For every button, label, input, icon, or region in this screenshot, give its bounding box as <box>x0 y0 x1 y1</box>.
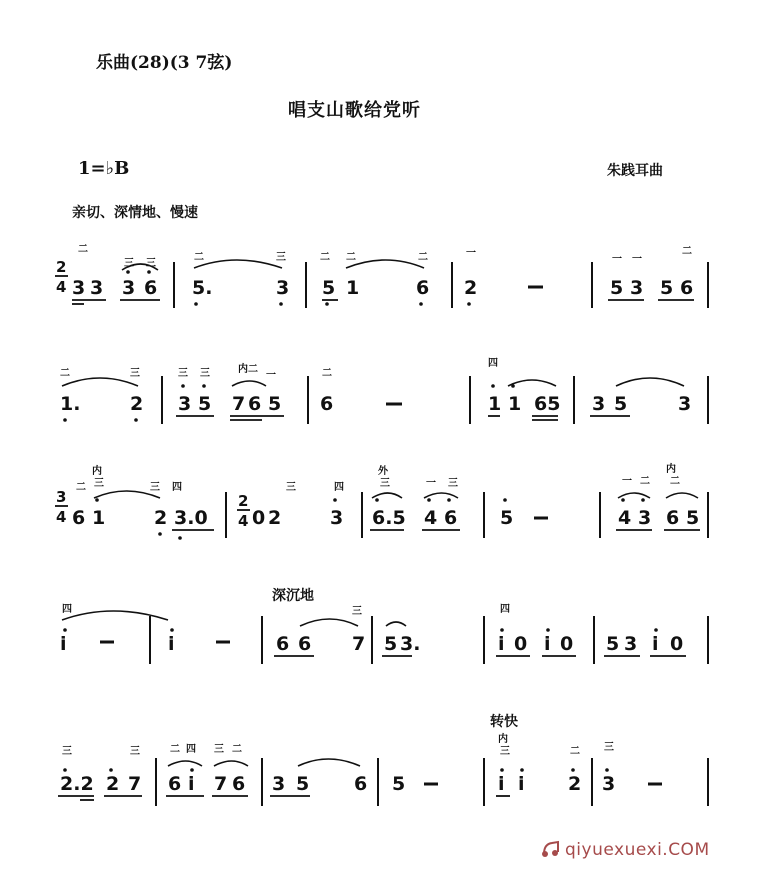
svg-text:四: 四 <box>62 604 72 615</box>
score-line-3 <box>55 462 708 538</box>
score-line-4 <box>60 603 708 664</box>
svg-text:三: 三 <box>124 258 134 269</box>
svg-text:内: 内 <box>666 464 676 475</box>
svg-text:i: i <box>652 633 659 655</box>
svg-text:2: 2 <box>568 773 582 795</box>
svg-text:一: 一 <box>612 254 622 265</box>
svg-text:一: 一 <box>466 248 476 259</box>
svg-text:6: 6 <box>354 773 368 795</box>
svg-text:i: i <box>168 633 175 655</box>
svg-text:3: 3 <box>178 393 192 415</box>
svg-text:3: 3 <box>90 277 104 299</box>
svg-text:1: 1 <box>508 393 522 415</box>
svg-text:2: 2 <box>464 277 478 299</box>
svg-text:2: 2 <box>130 393 144 415</box>
svg-text:三: 三 <box>380 478 390 489</box>
svg-text:1.: 1. <box>60 393 81 415</box>
svg-text:二: 二 <box>640 476 650 487</box>
svg-text:6: 6 <box>72 507 86 529</box>
svg-text:5: 5 <box>268 393 282 415</box>
svg-text:3: 3 <box>276 277 290 299</box>
svg-text:6: 6 <box>276 633 290 655</box>
svg-text:3: 3 <box>630 277 644 299</box>
svg-text:5: 5 <box>392 773 406 795</box>
svg-text:7: 7 <box>352 633 366 655</box>
svg-text:6: 6 <box>680 277 694 299</box>
svg-text:三: 三 <box>178 368 188 379</box>
svg-text:1: 1 <box>92 507 106 529</box>
svg-text:3: 3 <box>56 488 67 506</box>
svg-text:6: 6 <box>666 507 680 529</box>
svg-text:3: 3 <box>638 507 652 529</box>
svg-text:5: 5 <box>614 393 628 415</box>
svg-text:2: 2 <box>238 492 249 510</box>
svg-text:二: 二 <box>232 744 242 755</box>
svg-text:三: 三 <box>286 482 296 493</box>
svg-text:二: 二 <box>78 244 88 255</box>
svg-text:5: 5 <box>296 773 310 795</box>
key-signature: 1=♭B <box>78 158 130 179</box>
svg-text:0: 0 <box>514 633 528 655</box>
svg-text:i: i <box>188 773 195 795</box>
time-signature-top: 2 <box>56 258 67 276</box>
song-title: 唱支山歌给党听 <box>288 100 421 121</box>
svg-text:5: 5 <box>500 507 514 529</box>
svg-text:一: 一 <box>622 476 632 487</box>
svg-text:三: 三 <box>214 744 224 755</box>
svg-text:二: 二 <box>418 252 428 263</box>
svg-text:3: 3 <box>624 633 638 655</box>
svg-text:4: 4 <box>618 507 632 529</box>
score-header: 乐曲(28)(3 7弦) <box>96 53 233 73</box>
svg-text:2: 2 <box>268 507 282 529</box>
svg-text:6: 6 <box>248 393 262 415</box>
svg-text:二: 二 <box>322 368 332 379</box>
svg-text:6: 6 <box>144 277 158 299</box>
svg-text:内: 内 <box>498 734 508 745</box>
svg-text:四: 四 <box>500 604 510 615</box>
svg-text:i: i <box>60 633 67 655</box>
svg-text:二: 二 <box>570 746 580 757</box>
svg-text:7: 7 <box>232 393 246 415</box>
site-watermark <box>540 840 710 860</box>
watermark-text: qiyuexuexi.COM <box>565 840 710 860</box>
svg-text:6: 6 <box>416 277 430 299</box>
svg-text:二: 二 <box>60 368 70 379</box>
music-note-logo-icon <box>540 840 562 858</box>
composer-credit: 朱践耳曲 <box>607 163 663 179</box>
svg-text:三: 三 <box>352 606 362 617</box>
svg-text:6: 6 <box>168 773 182 795</box>
svg-text:二: 二 <box>682 246 692 257</box>
svg-text:7: 7 <box>214 773 228 795</box>
svg-text:0: 0 <box>560 633 574 655</box>
svg-text:3: 3 <box>122 277 136 299</box>
svg-text:内二: 内二 <box>238 364 258 375</box>
svg-text:一: 一 <box>266 370 276 381</box>
svg-text:四: 四 <box>172 482 182 493</box>
svg-text:2: 2 <box>154 507 168 529</box>
svg-text:三: 三 <box>604 742 614 753</box>
svg-text:三: 三 <box>150 482 160 493</box>
tempo-marking: 亲切、深情地、慢速 <box>72 205 198 221</box>
svg-text:5.: 5. <box>192 277 213 299</box>
svg-text:二: 二 <box>320 252 330 263</box>
svg-text:3: 3 <box>678 393 692 415</box>
svg-text:一: 一 <box>426 478 436 489</box>
svg-text:二: 二 <box>346 252 356 263</box>
svg-text:三: 三 <box>130 746 140 757</box>
svg-text:0: 0 <box>670 633 684 655</box>
svg-text:4: 4 <box>424 507 438 529</box>
svg-text:0: 0 <box>252 507 266 529</box>
svg-text:外: 外 <box>378 466 388 477</box>
svg-text:三: 三 <box>448 478 458 489</box>
svg-text:一: 一 <box>632 254 642 265</box>
svg-text:三: 三 <box>276 252 286 263</box>
svg-text:内: 内 <box>92 466 102 477</box>
svg-text:3.0: 3.0 <box>174 507 208 529</box>
svg-text:3: 3 <box>592 393 606 415</box>
svg-text:5: 5 <box>198 393 212 415</box>
svg-text:6: 6 <box>444 507 458 529</box>
svg-text:1: 1 <box>488 393 502 415</box>
svg-text:3: 3 <box>602 773 616 795</box>
svg-text:3: 3 <box>330 507 344 529</box>
svg-text:6: 6 <box>298 633 312 655</box>
svg-text:三: 三 <box>200 368 210 379</box>
svg-text:四: 四 <box>488 358 498 369</box>
svg-text:三: 三 <box>62 746 72 757</box>
svg-text:3.: 3. <box>400 633 421 655</box>
octave-dots <box>63 270 658 772</box>
score-line-5 <box>58 732 708 806</box>
svg-text:i: i <box>498 633 505 655</box>
svg-text:i: i <box>498 773 505 795</box>
svg-text:4: 4 <box>56 508 67 526</box>
svg-text:三: 三 <box>500 746 510 757</box>
svg-text:i: i <box>518 773 525 795</box>
svg-text:3: 3 <box>72 277 86 299</box>
svg-text:6: 6 <box>232 773 246 795</box>
svg-text:5: 5 <box>610 277 624 299</box>
svg-text:四: 四 <box>334 482 344 493</box>
svg-text:i: i <box>544 633 551 655</box>
svg-text:3: 3 <box>272 773 286 795</box>
svg-text:二: 二 <box>194 252 204 263</box>
svg-text:1: 1 <box>346 277 360 299</box>
svg-text:5: 5 <box>384 633 398 655</box>
svg-text:三: 三 <box>130 368 140 379</box>
svg-text:65: 65 <box>534 393 561 415</box>
svg-text:6: 6 <box>320 393 334 415</box>
svg-text:二: 二 <box>170 744 180 755</box>
svg-text:二: 二 <box>670 476 680 487</box>
score-line-1 <box>55 243 708 308</box>
expression-faster: 转快 <box>490 714 518 730</box>
svg-text:5: 5 <box>322 277 336 299</box>
time-signature-bottom: 4 <box>56 278 67 296</box>
svg-text:二: 二 <box>76 482 86 493</box>
svg-text:5: 5 <box>686 507 700 529</box>
svg-text:5: 5 <box>606 633 620 655</box>
expression-deep: 深沉地 <box>272 588 314 604</box>
svg-text:三: 三 <box>94 478 104 489</box>
score-line-2 <box>60 357 708 424</box>
svg-text:2.2: 2.2 <box>60 773 94 795</box>
svg-text:5: 5 <box>660 277 674 299</box>
svg-text:2: 2 <box>106 773 120 795</box>
svg-text:四: 四 <box>186 744 196 755</box>
svg-text:4: 4 <box>238 512 249 530</box>
svg-text:7: 7 <box>128 773 142 795</box>
svg-text:6.5: 6.5 <box>372 507 406 529</box>
svg-text:三: 三 <box>146 258 156 269</box>
